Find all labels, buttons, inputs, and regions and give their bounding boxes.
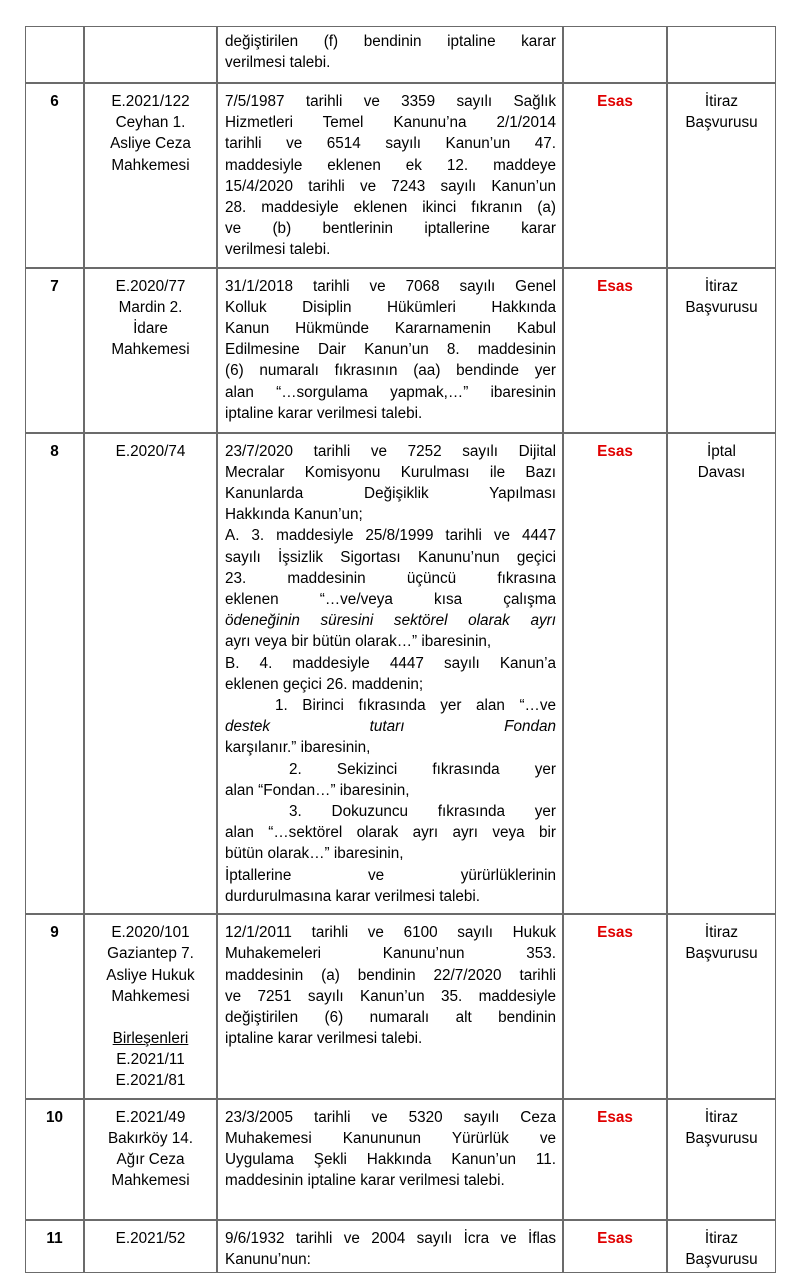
subject-line: Muhakemesi Kanununun Yürürlük ve [225, 1129, 556, 1147]
court-line: E.2021/122 [111, 93, 190, 110]
subject-line: (6) numaralı fıkrasının (aa) bendinde yer [225, 362, 556, 380]
subject-line: değiştirilen (f) bendinin iptaline karar [225, 33, 556, 50]
subject-line: 23/7/2020 tarihli ve 7252 sayılı Dijital [225, 442, 556, 460]
type-line: İtiraz [704, 277, 739, 295]
row-number: 6 [25, 83, 84, 268]
subject-line: maddesinin iptaline karar verilmesi talebi. [225, 1172, 505, 1190]
type-cell [667, 83, 776, 268]
table-row [25, 914, 776, 1098]
court-cell [84, 83, 217, 268]
subject-cell [217, 83, 563, 268]
table-row [25, 1220, 776, 1273]
court-line: E.2021/81 [115, 1072, 186, 1090]
subject-line: İptallerine ve yürürlüklerinin [225, 866, 556, 884]
subject-line: destek tutarı Fondan [225, 718, 556, 736]
status-badge: Esas [563, 1099, 667, 1220]
subject-line: alan “…sorgulama yapmak,…” ibaresinin [225, 383, 556, 401]
row-number: 8 [25, 433, 84, 914]
row-number: 9 [25, 914, 84, 1098]
status-cell [563, 26, 667, 83]
subject-line: Muhakemeleri Kanunu’nun 353. [225, 945, 556, 963]
court-line: İdare [133, 320, 168, 338]
court-line: Mahkemesi [111, 156, 190, 174]
subject-line: değiştirilen (6) numaralı alt bendinin [225, 1008, 556, 1026]
subject-line: alan “…sektörel olarak ayrı ayrı veya bir [225, 824, 556, 842]
status-badge: Esas [563, 83, 667, 268]
subject-line: 28. maddesiyle eklenen ikinci fıkranın (a) [225, 199, 556, 217]
court-spacer [89, 1007, 212, 1028]
type-cell [667, 26, 776, 83]
subject-line: iptaline karar verilmesi talebi. [225, 404, 423, 422]
subject-line: Kanunlarda Değişiklik Yapılması [225, 485, 556, 503]
subject-line: Hakkında Kanun’un; [225, 506, 363, 524]
subject-line: Kolluk Disiplin Hükümleri Hakkında [225, 298, 556, 316]
court-line: Asliye Hukuk [106, 966, 195, 984]
type-line: İptal [707, 442, 736, 460]
subject-line: Edilmesine Dair Kanun’un 8. maddesinin [225, 341, 556, 359]
table-row [25, 268, 776, 433]
type-cell [667, 1099, 776, 1220]
court-line: Birleşenleri [112, 1029, 189, 1047]
subject-line: karşılanır.” ibaresinin, [225, 739, 371, 757]
subject-line: Kanunu’nun: [225, 1250, 311, 1268]
row-number: 11 [25, 1220, 84, 1273]
subject-line: alan “Fondan…” ibaresinin, [225, 781, 410, 799]
subject-line: B. 4. maddesiyle 4447 sayılı Kanun’a [225, 654, 556, 672]
case-table [25, 26, 776, 1273]
court-line: Ceyhan 1. [115, 114, 186, 132]
subject-cell [217, 1099, 563, 1220]
type-line: Başvurusu [685, 1250, 758, 1268]
court-line: E.2020/101 [111, 924, 190, 942]
court-line: E.2021/49 [115, 1108, 186, 1126]
subject-line: ayrı veya bir bütün olarak…” ibaresinin, [225, 633, 492, 651]
subject-line: 1. Birinci fıkrasında yer alan “…ve [275, 697, 556, 715]
subject-line: Kanun Hükmünde Kararnamenin Kabul [225, 320, 556, 338]
subject-line: 15/4/2020 tarihli ve 7243 sayılı Kanun’un [225, 177, 556, 195]
type-line: İtiraz [704, 924, 739, 942]
table-row [25, 26, 776, 83]
subject-line: 7/5/1987 tarihli ve 3359 sayılı Sağlık [225, 93, 556, 110]
subject-line: 9/6/1932 tarihli ve 2004 sayılı İcra ve İflas [225, 1229, 556, 1247]
row-number [25, 26, 84, 83]
type-line: Başvurusu [685, 1129, 758, 1147]
subject-line: verilmesi talebi. [225, 54, 331, 72]
court-cell [84, 26, 217, 83]
type-line: Başvurusu [685, 945, 758, 963]
type-line: İtiraz [704, 1108, 739, 1126]
subject-line: bütün olarak…” ibaresinin, [225, 845, 404, 863]
subject-line: ödeneğinin süresini sektörel olarak ayrı [225, 612, 556, 630]
status-badge: Esas [563, 433, 667, 914]
type-cell [667, 268, 776, 433]
subject-line: durdurulmasına karar verilmesi talebi. [225, 887, 481, 905]
subject-line: A. 3. maddesiyle 25/8/1999 tarihli ve 4447 [225, 527, 556, 545]
subject-line: 2. Sekizinci fıkrasında yer [289, 760, 556, 778]
type-cell [667, 1220, 776, 1273]
subject-line: Mecralar Komisyonu Kurulması ile Bazı [225, 463, 556, 481]
subject-line: eklenen “…ve/veya kısa çalışma [225, 591, 556, 609]
status-badge: Esas [563, 1220, 667, 1273]
subject-line: eklenen geçici 26. maddenin; [225, 675, 424, 693]
type-line: İtiraz [704, 1229, 739, 1247]
subject-cell [217, 433, 563, 914]
court-cell [84, 1099, 217, 1220]
subject-cell [217, 914, 563, 1098]
subject-line: iptaline karar verilmesi talebi. [225, 1030, 423, 1048]
subject-line: maddesiyle eklenen ek 12. maddeye [225, 156, 556, 174]
court-cell [84, 433, 217, 914]
subject-cell [217, 268, 563, 433]
court-line: Asliye Ceza [110, 135, 191, 153]
subject-line: 3. Dokuzuncu fıkrasında yer [289, 803, 556, 821]
subject-line: verilmesi talebi. [225, 241, 331, 259]
type-line: İtiraz [704, 93, 739, 110]
type-line: Başvurusu [685, 114, 758, 132]
subject-line: 23/3/2005 tarihli ve 5320 sayılı Ceza [225, 1108, 556, 1126]
subject-line: 31/1/2018 tarihli ve 7068 sayılı Genel [225, 277, 556, 295]
court-line: E.2021/52 [115, 1229, 186, 1247]
subject-line: ve 7251 sayılı Kanun’un 35. maddesiyle [225, 987, 556, 1005]
status-badge: Esas [563, 268, 667, 433]
court-cell [84, 268, 217, 433]
type-line: Başvurusu [685, 298, 758, 316]
status-badge: Esas [563, 914, 667, 1098]
court-cell [84, 914, 217, 1098]
table-row [25, 433, 776, 914]
subject-line: 23. maddesinin üçüncü fıkrasına [225, 569, 556, 587]
court-line: Mahkemesi [111, 1172, 190, 1190]
court-line: Mahkemesi [111, 341, 190, 359]
court-line: Bakırköy 14. [107, 1129, 194, 1147]
subject-line: ve (b) bentlerinin iptallerine karar [225, 220, 556, 238]
row-number: 10 [25, 1099, 84, 1220]
table-row [25, 83, 776, 268]
table-row [25, 1099, 776, 1220]
row-number: 7 [25, 268, 84, 433]
court-line: E.2020/74 [115, 442, 186, 460]
court-line: Mahkemesi [111, 987, 190, 1005]
court-line: E.2021/11 [116, 1051, 185, 1069]
type-cell [667, 433, 776, 914]
type-cell [667, 914, 776, 1098]
subject-line: sayılı İşsizlik Sigortası Kanunu’nun geçici [225, 548, 556, 566]
subject-line: tarihli ve 6514 sayılı Kanun’un 47. [225, 135, 556, 153]
court-cell [84, 1220, 217, 1273]
court-line: Gaziantep 7. [107, 945, 194, 963]
subject-line: 12/1/2011 tarihli ve 6100 sayılı Hukuk [225, 924, 556, 942]
subject-cell [217, 26, 563, 83]
subject-line: Uygulama Şekli Hakkında Kanun’un 11. [225, 1150, 556, 1168]
subject-cell [217, 1220, 563, 1273]
court-line: E.2020/77 [115, 277, 186, 295]
subject-line: Hizmetleri Temel Kanunu’na 2/1/2014 [225, 114, 556, 132]
subject-line: maddesinin (a) bendinin 22/7/2020 tarihli [225, 966, 556, 984]
court-line: Ağır Ceza [116, 1150, 185, 1168]
court-line: Mardin 2. [118, 298, 183, 316]
type-line: Davası [697, 463, 746, 481]
